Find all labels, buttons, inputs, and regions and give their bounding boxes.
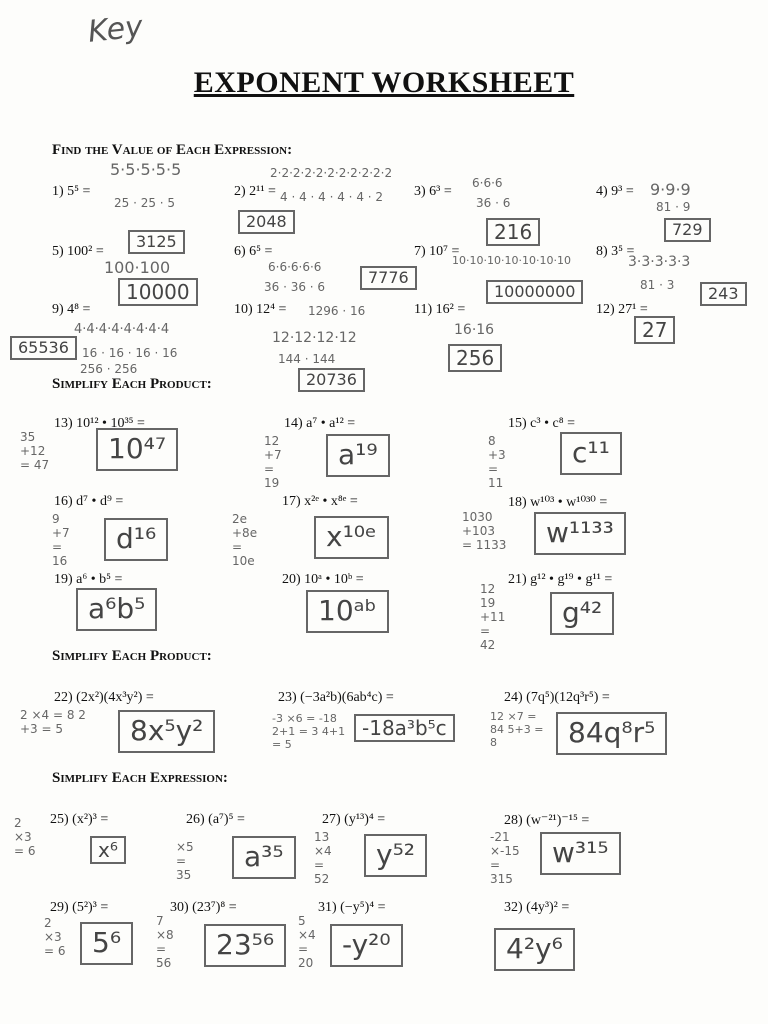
work-6b: 36 · 36 · 6 [264, 280, 326, 294]
work-1b: 25 · 25 · 5 [114, 196, 176, 210]
problem-15: 15) c³ • c⁸ = [508, 416, 575, 431]
section-simplify-expression: Simplify Each Expression: [52, 770, 228, 786]
work-13: 35 +12 = 47 [20, 430, 50, 472]
work-30: 7 ×8 = 56 [156, 914, 174, 970]
answer-26: a³⁵ [232, 836, 296, 879]
answer-31: -y²⁰ [330, 924, 403, 967]
answer-13: 10⁴⁷ [96, 428, 178, 471]
answer-22: 8x⁵y² [118, 710, 215, 753]
work-4b: 81 · 9 [656, 200, 691, 214]
answer-16: d¹⁶ [104, 518, 168, 561]
problem-7: 7) 10⁷ = [414, 244, 460, 259]
answer-21: g⁴² [550, 592, 614, 635]
answer-29: 5⁶ [80, 922, 133, 965]
problem-26: 26) (a⁷)⁵ = [186, 812, 245, 827]
problem-13: 13) 10¹² • 10³⁵ = [54, 416, 145, 431]
problem-10: 10) 12⁴ = [234, 302, 287, 317]
work-6: 6·6·6·6·6 [268, 260, 322, 274]
work-21: 12 19 +11 = 42 [480, 582, 506, 652]
problem-14: 14) a⁷ • a¹² = [284, 416, 356, 431]
problem-19: 19) a⁶ • b⁵ = [54, 572, 123, 587]
answer-11: 256 [448, 344, 502, 372]
problem-12: 12) 27¹ = [596, 302, 648, 317]
work-16: 9 +7 = 16 [52, 512, 70, 568]
answer-10: 20736 [298, 368, 365, 392]
answer-28: w³¹⁵ [540, 832, 621, 875]
answer-15: c¹¹ [560, 432, 622, 475]
work-9b: 16 · 16 · 16 · 16 [82, 346, 178, 360]
problem-3: 3) 6³ = [414, 184, 452, 199]
work-2b: 4 · 4 · 4 · 4 · 4 · 2 [280, 190, 384, 204]
work-1: 5·5·5·5·5 [110, 160, 182, 179]
answer-17: x¹⁰ᵉ [314, 516, 389, 559]
answer-3: 216 [486, 218, 540, 246]
answer-30: 23⁵⁶ [204, 924, 286, 967]
problem-8: 8) 3⁵ = [596, 244, 635, 259]
answer-19: a⁶b⁵ [76, 588, 157, 631]
answer-20: 10ᵃᵇ [306, 590, 389, 633]
key-note: Key [86, 9, 145, 50]
work-18: 1030 +103 = 1133 [462, 510, 507, 552]
work-10b: 12·12·12·12 [272, 330, 357, 346]
work-14: 12 +7 = 19 [264, 434, 282, 490]
work-9: 4·4·4·4·4·4·4·4 [74, 322, 170, 337]
work-23: -3 ×6 = -18 2+1 = 3 4+1 = 5 [272, 712, 346, 751]
problem-16: 16) d⁷ • d⁹ = [54, 494, 124, 509]
problem-31: 31) (−y⁵)⁴ = [318, 900, 386, 915]
work-2: 2·2·2·2·2·2·2·2·2·2·2 [270, 166, 393, 180]
work-9c: 256 · 256 [80, 362, 138, 376]
work-7: 10·10·10·10·10·10·10 [452, 254, 571, 267]
problem-1: 1) 5⁵ = [52, 184, 91, 199]
answer-18: w¹¹³³ [534, 512, 626, 555]
problem-2: 2) 2¹¹ = [234, 184, 276, 199]
work-3b: 36 · 6 [476, 196, 511, 210]
answer-4: 729 [664, 218, 711, 242]
problem-18: 18) w¹⁰³ • w¹⁰³⁰ = [508, 495, 608, 510]
section-find-value: Find the Value of Each Expression: [52, 142, 293, 158]
answer-25: x⁶ [90, 836, 126, 864]
problem-17: 17) x²ᵉ • x⁸ᵉ = [282, 494, 358, 509]
problem-23: 23) (−3a²b)(6ab⁴c) = [278, 690, 394, 705]
section-simplify-product-1: Simplify Each Product: [52, 376, 212, 392]
problem-6: 6) 6⁵ = [234, 244, 273, 259]
problem-5: 5) 100² = [52, 244, 104, 259]
work-25: 2 ×3 = 6 [14, 816, 36, 858]
answer-14: a¹⁹ [326, 434, 390, 477]
answer-32: 4²y⁶ [494, 928, 575, 971]
problem-27: 27) (y¹³)⁴ = [322, 812, 386, 827]
problem-11: 11) 16² = [414, 302, 466, 317]
answer-12: 27 [634, 316, 675, 344]
work-8b: 81 · 3 [640, 278, 675, 292]
problem-32: 32) (4y³)² = [504, 900, 570, 915]
page-title: EXPONENT WORKSHEET [193, 66, 575, 99]
work-26: ×5 = 35 [176, 840, 194, 882]
work-22: 2 ×4 = 8 2 +3 = 5 [20, 708, 86, 736]
answer-1: 3125 [128, 230, 185, 254]
answer-23: -18a³b⁵c [354, 714, 455, 742]
section-simplify-product-2: Simplify Each Product: [52, 648, 212, 664]
problem-9: 9) 4⁸ = [52, 302, 91, 317]
work-10: 1296 · 16 [308, 304, 366, 318]
problem-24: 24) (7q⁵)(12q³r⁵) = [504, 690, 610, 705]
problem-30: 30) (23⁷)⁸ = [170, 900, 237, 915]
problem-22: 22) (2x²)(4x³y²) = [54, 690, 154, 705]
work-10c: 144 · 144 [278, 352, 336, 366]
problem-25: 25) (x²)³ = [50, 812, 109, 827]
answer-27: y⁵² [364, 834, 427, 877]
work-11: 16·16 [454, 322, 495, 338]
work-29: 2 ×3 = 6 [44, 916, 66, 958]
answer-8: 243 [700, 282, 747, 306]
answer-6: 7776 [360, 266, 417, 290]
work-4: 9·9·9 [650, 180, 691, 199]
problem-4: 4) 9³ = [596, 184, 634, 199]
answer-2: 2048 [238, 210, 295, 234]
problem-21: 21) g¹² • g¹⁹ • g¹¹ = [508, 572, 613, 587]
work-31: 5 ×4 = 20 [298, 914, 316, 970]
work-3: 6·6·6 [472, 176, 503, 190]
answer-7: 10000000 [486, 280, 583, 304]
work-5: 100·100 [104, 258, 171, 277]
work-8: 3·3·3·3·3 [628, 254, 691, 270]
answer-5: 10000 [118, 278, 198, 306]
answer-24: 84q⁸r⁵ [556, 712, 667, 755]
problem-29: 29) (5²)³ = [50, 900, 109, 915]
work-17: 2e +8e = 10e [232, 512, 258, 568]
answer-9: 65536 [10, 336, 77, 360]
work-27: 13 ×4 = 52 [314, 830, 332, 886]
work-24: 12 ×7 = 84 5+3 = 8 [490, 710, 544, 749]
work-15: 8 +3 = 11 [488, 434, 506, 490]
work-28: -21 ×-15 = 315 [490, 830, 520, 886]
problem-20: 20) 10ᵃ • 10ᵇ = [282, 572, 364, 587]
problem-28: 28) (w⁻²¹)⁻¹⁵ = [504, 813, 590, 828]
